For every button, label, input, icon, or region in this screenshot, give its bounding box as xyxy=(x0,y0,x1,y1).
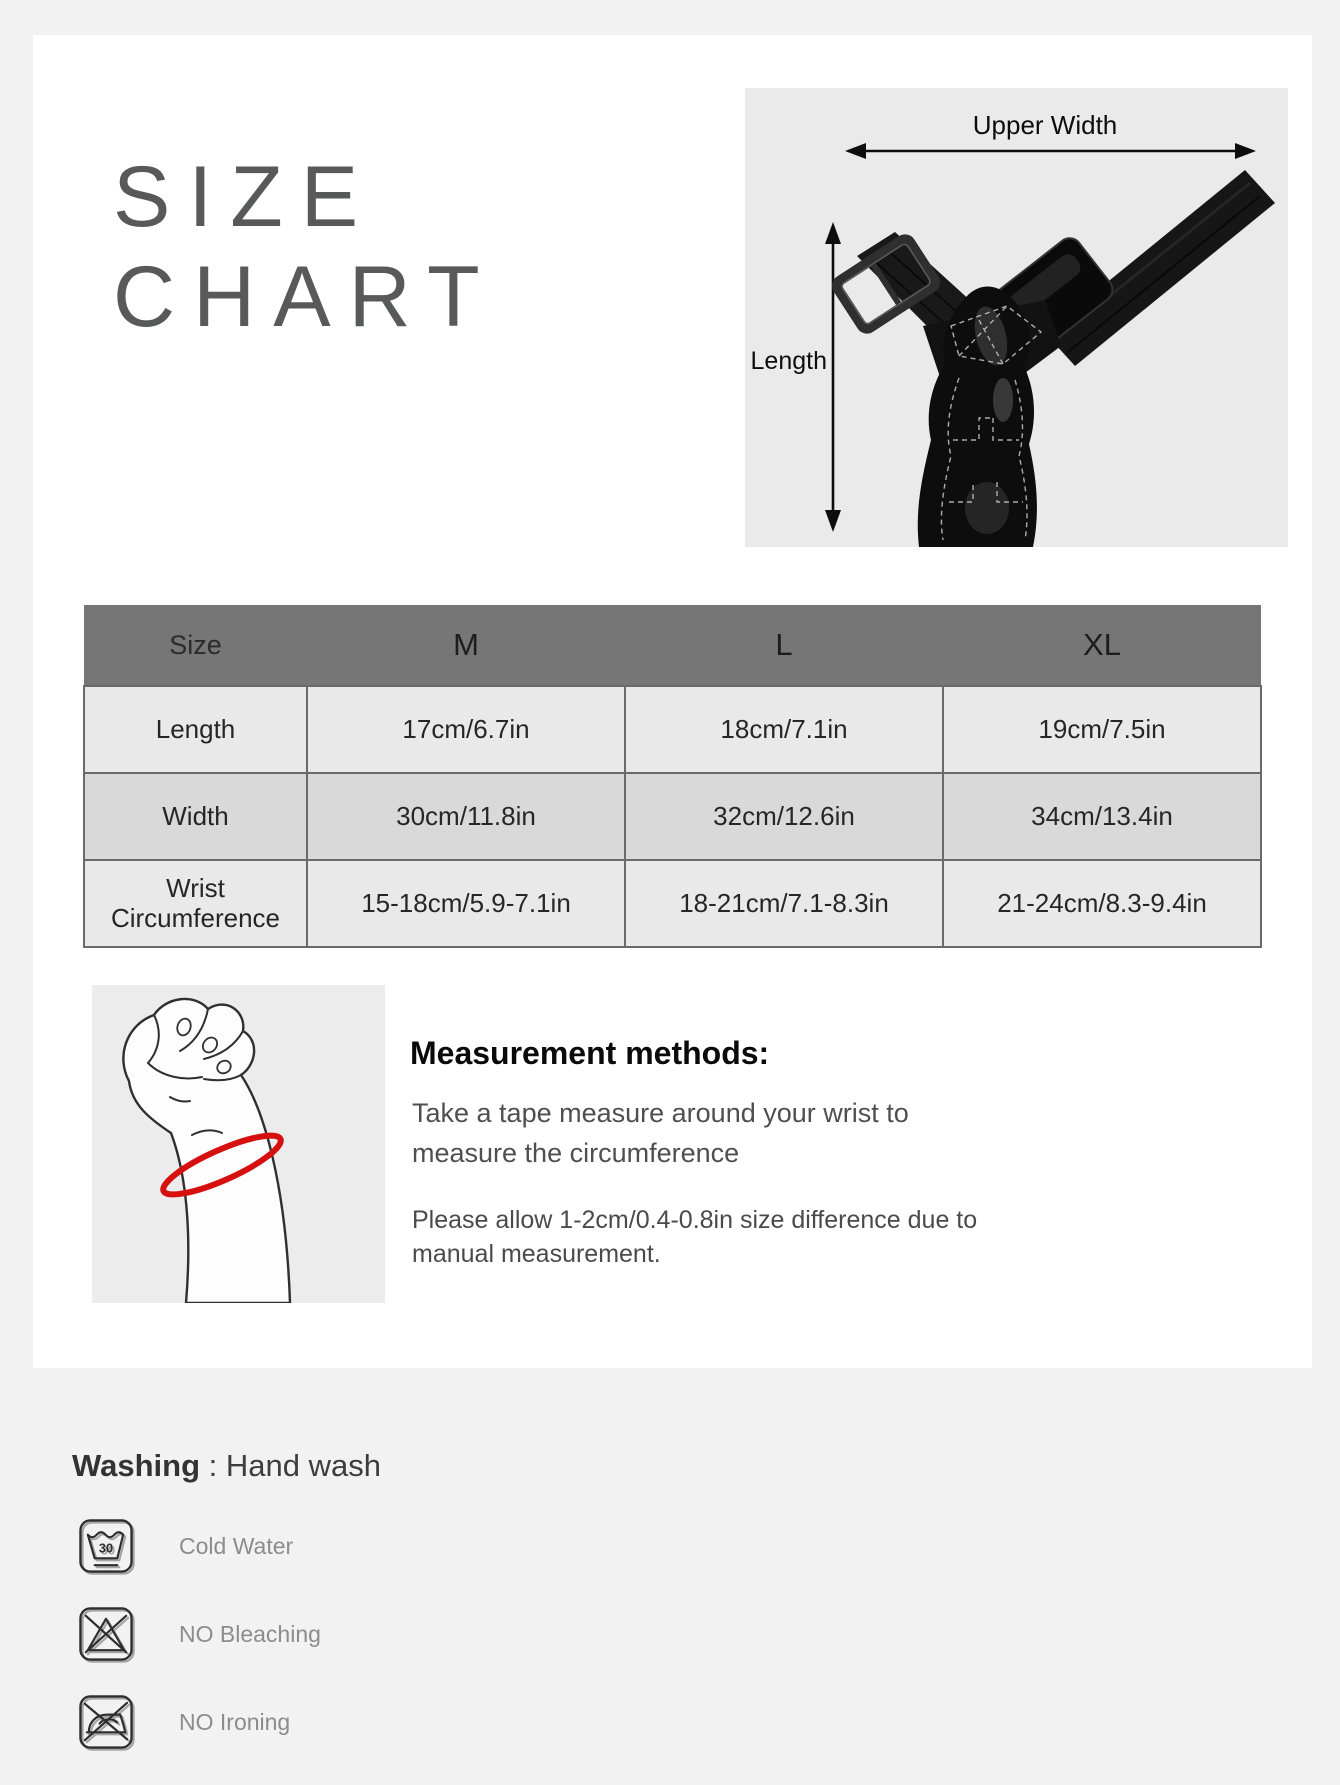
row-label: Length xyxy=(84,686,307,773)
product-diagram-svg xyxy=(745,88,1288,547)
upper-width-arrow xyxy=(845,143,1256,159)
measurement-methods-heading: Measurement methods: xyxy=(410,1035,770,1071)
cell-wrist-l: 18-21cm/7.1-8.3in xyxy=(625,860,943,947)
care-item-cold-water xyxy=(78,1518,293,1574)
column-header-xl: XL xyxy=(943,605,1261,686)
wash-tub-30-icon xyxy=(78,1518,134,1574)
wrist-grip-product-image xyxy=(835,170,1275,547)
no-bleach-icon xyxy=(78,1606,134,1662)
size-table xyxy=(83,605,1262,948)
wrist-measure-illustration xyxy=(92,985,385,1303)
care-item-no-ironing xyxy=(78,1694,290,1750)
size-table-header-row xyxy=(84,605,1261,686)
product-diagram xyxy=(745,88,1288,547)
cell-length-xl: 19cm/7.5in xyxy=(943,686,1261,773)
table-row-width xyxy=(84,773,1261,860)
length-label: Length xyxy=(750,347,827,375)
care-label: NO Bleaching xyxy=(179,1620,321,1647)
content-card xyxy=(33,35,1312,1368)
care-item-no-bleaching xyxy=(78,1606,321,1662)
row-label: Width xyxy=(84,773,307,860)
cell-width-m: 30cm/11.8in xyxy=(307,773,625,860)
column-header-size: Size xyxy=(84,605,307,686)
page-title xyxy=(113,147,498,347)
measurement-methods-body: Take a tape measure around your wrist to measure the circumference xyxy=(412,1098,909,1168)
title-line-1: SIZE xyxy=(113,149,377,245)
washing-heading-bold: Washing xyxy=(72,1448,201,1483)
cell-wrist-xl: 21-24cm/8.3-9.4in xyxy=(943,860,1261,947)
table-row-wrist-circumference xyxy=(84,860,1261,947)
cell-wrist-m: 15-18cm/5.9-7.1in xyxy=(307,860,625,947)
column-header-l: L xyxy=(625,605,943,686)
measurement-tolerance-note: Please allow 1-2cm/0.4-0.8in size difference due to manual measurement. xyxy=(412,1206,978,1268)
washing-heading xyxy=(72,1448,381,1484)
upper-width-label: Upper Width xyxy=(972,110,1118,140)
length-arrow xyxy=(825,222,841,532)
care-label: NO Ironing xyxy=(179,1708,291,1735)
cell-width-xl: 34cm/13.4in xyxy=(943,773,1261,860)
wash-temp-label: 30 xyxy=(98,1540,114,1556)
table-row-length xyxy=(84,686,1261,773)
title-line-2: CHART xyxy=(113,249,498,345)
washing-heading-rest: : Hand wash xyxy=(200,1448,381,1483)
column-header-m: M xyxy=(307,605,625,686)
row-label: Wrist Circumference xyxy=(84,860,307,947)
cell-length-l: 18cm/7.1in xyxy=(625,686,943,773)
cell-width-l: 32cm/12.6in xyxy=(625,773,943,860)
care-label: Cold Water xyxy=(179,1532,294,1559)
no-iron-icon xyxy=(78,1694,134,1750)
cell-length-m: 17cm/6.7in xyxy=(307,686,625,773)
hand-illustration-svg xyxy=(92,985,385,1303)
